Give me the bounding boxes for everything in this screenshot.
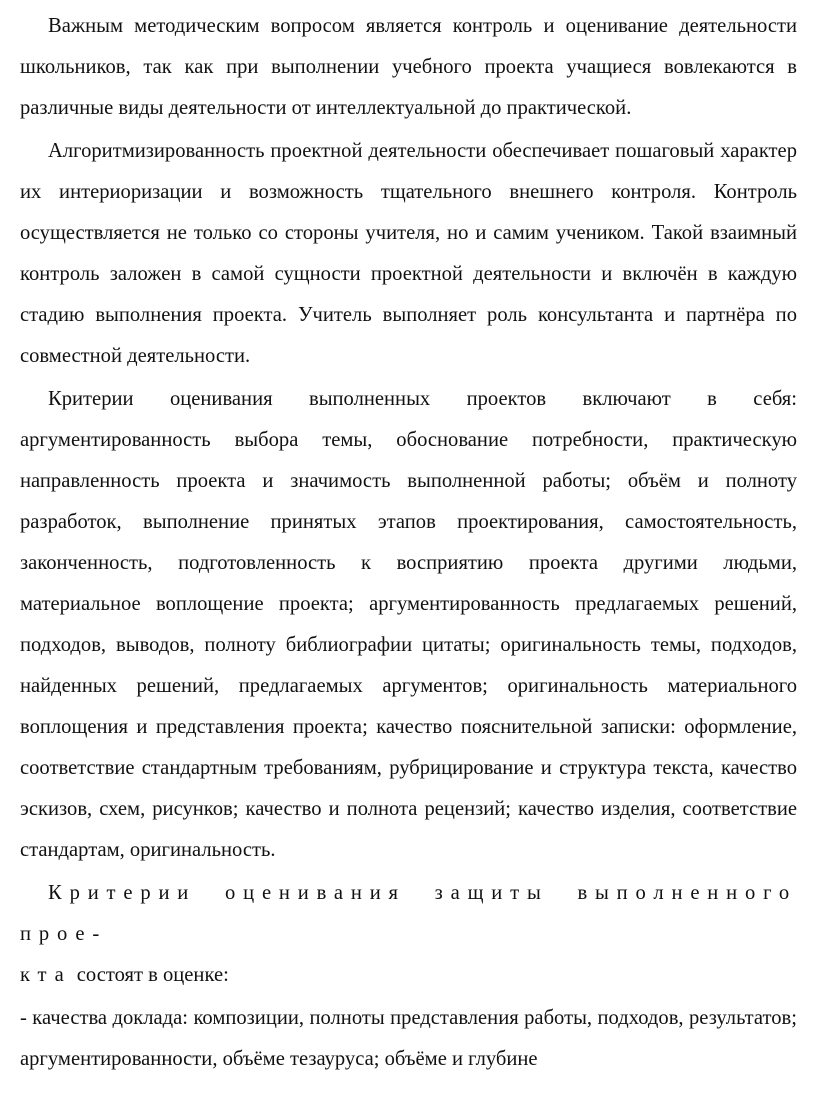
- spaced-heading-part1: Критерии оценивания защиты выполненного прое-: [20, 882, 797, 945]
- paragraph-evaluation-criteria: Критерии оценивания выполненных проектов включают в себя: аргументированность выбора темы, обоснование потребности, практическую направленность проекта и значимость выполненной работы; объём и полноту разработок, выполнение принятых этапов проектирования, самостоятельность, законченность, подготовленность к восприятию проекта другими людьми, материальное воплощение проекта; аргументированность предлагаемых решений, подходов, выводов, полноту библиографии цитаты; оригинальность темы, подходов, найденных решений, предлагаемых аргументов; оригинальность материального воплощения и представления проекта; качество пояснительной записки: оформление, соответствие стандартным требованиям, рубрицирование и структура текста, качество эскизов, схем, рисунков; качество и полнота рецензий; качество изделия, соответствие стандартам, оригинальность.: [20, 388, 797, 861]
- defense-criteria-rest: состоят в оценке:: [71, 964, 229, 986]
- paragraph-defense-criteria: [20, 873, 797, 996]
- paragraph-algorithmization: Алгоритмизированность проектной деятельности обеспечивает пошаговый характер их интериоризации и возможность тщательного внешнего контроля. Контроль осуществляется не только со стороны учителя, но и самим учеником. Такой взаимный контроль заложен в самой сущности проектной деятельности и включён в каждую стадию выполнения проекта. Учитель выполняет роль консультанта и партнёра по совместной деятельности.: [20, 140, 797, 367]
- paragraph-methodical-question: Важным методическим вопросом является контроль и оценивание деятельности школьников, так как при выполнении учебного проекта учащиеся вовлекаются в различные виды деятельности от интеллектуальной до практической.: [20, 15, 797, 119]
- document-page: [20, 6, 797, 1082]
- spaced-heading-part2: кта: [20, 964, 72, 986]
- list-item-report-quality: - качества доклада: композиции, полноты представления работы, подходов, результатов; аргументированности, объёме тезауруса; объёме и глубине: [20, 1007, 797, 1070]
